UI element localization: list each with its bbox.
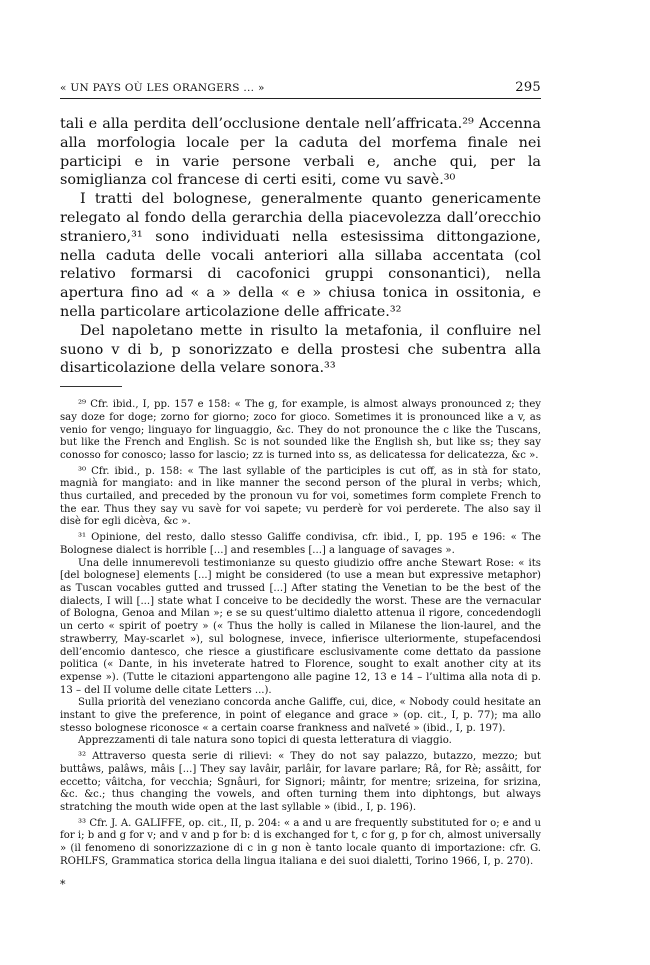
footnote-continuation: Apprezzamenti di tale natura sono topici di questa letteratura di viaggio. bbox=[78, 735, 452, 747]
body-paragraph: I tratti del bolognese, generalmente quanto genericamente relegato al fondo della gerarchia della piacevolezza dall’orecchio straniero,³¹ sono individuati nella estesissima dittongazione, nella caduta delle vocali anteriori alla sillaba accentata (col relativo formarsi di cacofonici gruppi consonantici), nella apertura fino ad « a » della « e » chiusa tonica in ossitonia, e nella particolare articolazione delle affricate.³² bbox=[60, 191, 541, 320]
running-title: « UN PAYS OÙ LES ORANGERS ... » bbox=[60, 82, 265, 94]
body-paragraph: tali e alla perdita dell’occlusione dentale nell’affricata.²⁹ Accenna alla morfologia locale per la caduta del morfema finale nei participi e in varie persone verbali e, anche qui, per la somiglianza col francese di certi esiti, come vu savè.³⁰ bbox=[60, 116, 541, 189]
footnote-separator bbox=[60, 386, 122, 387]
book-page bbox=[60, 80, 541, 871]
footer-mark: * bbox=[60, 878, 66, 891]
footnote: ³³ Cfr. J. A. GALIFFE, op. cit., II, p. 204: « a and u are frequently substituted for o; e and u for i; b and g for v; and v and p for b: d is exchanged for t, c for g, p for ch, almost universally » (il fenomeno di sonorizzazione di c in g non è tanto locale quanto di importazione: cfr. G. ROHLFS, Grammatica storica della lingua italiana e dei suoi dialetti, Torino 1966, I, p. 270). bbox=[60, 817, 541, 867]
footnote: ³² Attraverso questa serie di rilievi: « They do not say palazzo, butazzo, mezzo; but buttâws, palâws, mâis [...] They say lavâir, parlâir, for lavare parlare; Râ, for Rè; assâitt, for eccetto; vâitcha, for vecchia; Sgnâuri, for Signori; mâintr, for mentre; srizeina, for srizina, &c. &c.; thus changing the vowels, and often turning them into diphtongs, but always stratching the mouth wide open at the last syllable » (ibid., I, p. 196). bbox=[60, 751, 541, 813]
footnotes bbox=[60, 399, 541, 868]
footnote-continuation: Sulla priorità del veneziano concorda anche Galiffe, cui, dice, « Nobody could hesitate an instant to give the preference, in point of elegance and grace » (op. cit., I, p. 77); ma allo stesso bolognese riconosce « a certain coarse frankness and naïveté » (ibid., I, p. 197). bbox=[60, 697, 541, 734]
footnote-continuation: Una delle innumerevoli testimonianze su questo giudizio offre anche Stewart Rose: « its [del bolognese] elements [...] might be considered (to use a mean but expressive metaphor) as Tuscan vocables gutted and trussed [...] After stating the Venetian to be the best of the dialects, I will [...] state what I conceive to be decidedly the worst. These are the vernacular of Bologna, Genoa and Milan »; e se su quest’ultimo dialetto attenua il rigore, concedendogli un certo « spirit of poetry » (« Thus the holly is called in Milanese the lion-laurel, and the strawberry, May-scarlet »), sul bolognese, invece, infierisce ulteriormente, stupefacendosi dell’encomio dantesco, che riesce a giustificare esclusivamente come dettato da passione politica (« Dante, in his inveterate hatred to Florence, sought to exalt another city at its expense »). (Tutte le citazioni appartengono alle pagine 12, 13 e 14 – l’ultima alla nota di p. 13 – del II volume delle citate Letters ...). bbox=[60, 557, 541, 696]
footnote: ²⁹ Cfr. ibid., I, pp. 157 e 158: « The g, for example, is almost always pronounced z; they say doze for doge; zorno for giorno; zoco for gioco. Sometimes it is pronounced like a v, as venio for vengo; linguayo for linguaggio, &c. They do not pronounce the c like the Tuscans, but like the French and English. Sc is not sounded like the English sh, but like ss; they say conosso for conosco; lasso for lascio; zz is turned into ss, as delicatessa for delicatezza, &c ». bbox=[60, 399, 541, 461]
running-head bbox=[60, 80, 541, 99]
body-paragraph: Del napoletano mette in risulto la metafonia, il confluire nel suono v di b, p sonorizzato e della prostesi che subentra alla disarticolazione della velare sonora.³³ bbox=[60, 322, 541, 377]
footnote: ³¹ Opinione, del resto, dallo stesso Galiffe condivisa, cfr. ibid., I, pp. 195 e 196: « The Bolognese dialect is horrible [...] and resembles [...] a language of savages ». bbox=[60, 532, 541, 556]
footnote: ³⁰ Cfr. ibid., p. 158: « The last syllable of the participles is cut off, as in stà for stato, magnià for mangiato: and in like manner the second person of the plural in verbs; which, thus curtailed, and preceded by the pronoun vu for voi, sometimes form complete French to the ear. Thus they say vu savè for voi sapete; vu perderè for voi perderete. The also say il disè for egli dicèva, &c ». bbox=[60, 465, 541, 528]
page-number: 295 bbox=[515, 80, 541, 95]
main-text bbox=[60, 115, 541, 378]
